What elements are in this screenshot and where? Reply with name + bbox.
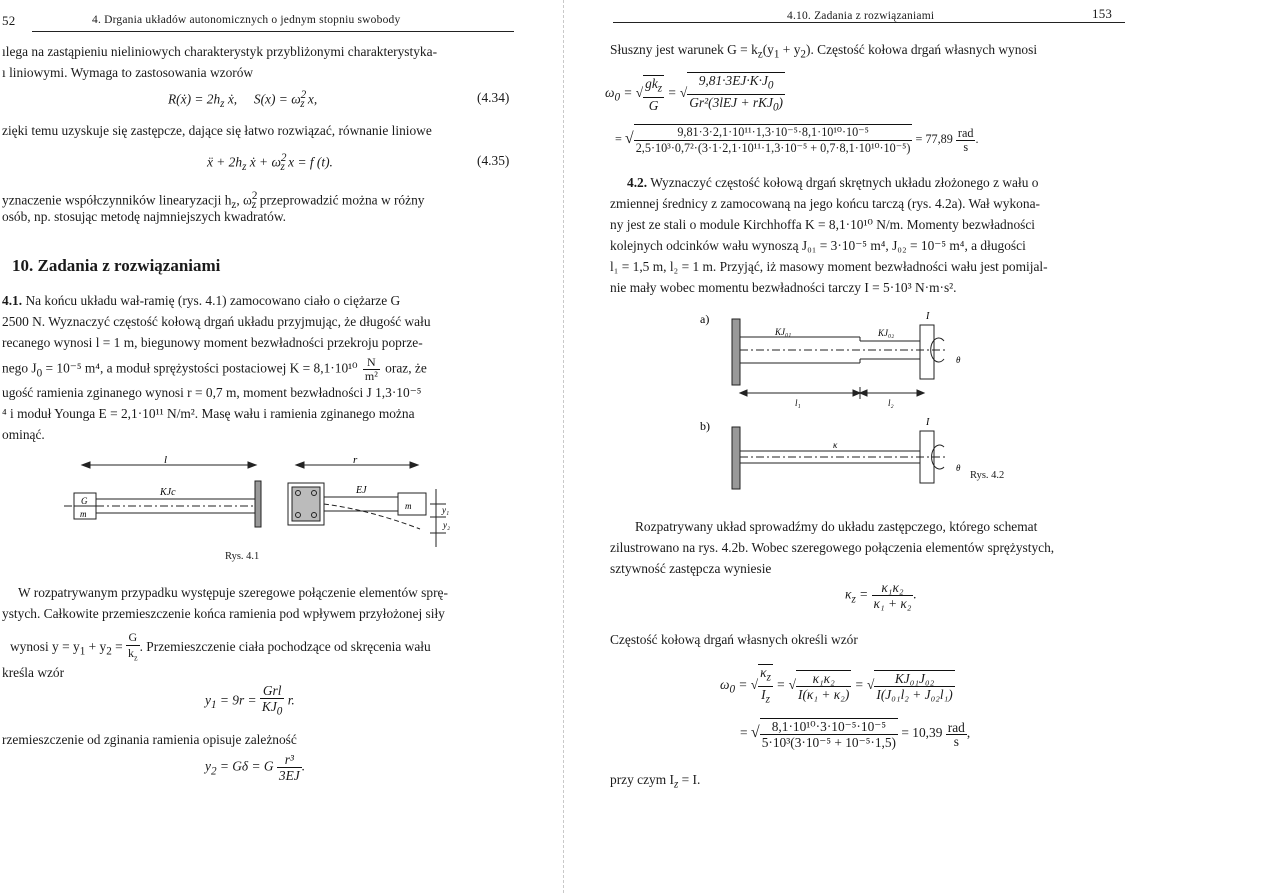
- task-line: ⁴ i moduł Younga E = 2,1·10¹¹ N/m². Masę wału i ramienia zginanego można: [2, 406, 415, 421]
- paragraph-line: przy czym $I_z = I$.: [610, 772, 701, 791]
- fig-label-r: r: [353, 455, 358, 466]
- figure-caption: Rys. 4.2: [970, 470, 1005, 481]
- paragraph-line: sztywność zastępcza wyniesie: [610, 561, 772, 576]
- paragraph-line: rzemieszczenie od zginania ramienia opisuje zależność: [2, 732, 297, 747]
- section-title: 10. Zadania z rozwiązaniami: [12, 256, 221, 275]
- fig-label-m: m: [80, 509, 87, 519]
- fig-label-kjc: KJc: [160, 487, 176, 498]
- fig-label-ej: EJ: [356, 485, 367, 496]
- task-line: ny jest ze stali o module Kirchhoffa K = 8,1·10¹⁰ N/m. Momenty bezwładności: [610, 217, 1036, 232]
- paragraph-line: wynosi $y = y_1 + y_2$ = $\frac{G}{k_z}$ . Przemieszczenie ciała pochodzące od skręcenia wału: [10, 630, 431, 663]
- equation-4-34: R(ẋ) = $2h_z$ ẋ, $S(x) = \omega^2_z$ x,: [168, 89, 318, 111]
- equation-omega0-formula: $\omega_0$ = √ $\frac{gk_z}{G}$ = √ $\frac{9,81\cdot 3EJ\cdot K\cdot J_0}{Gr^2(3lEJ + rKJ_0)}$: [605, 73, 783, 114]
- paragraph-line: Słuszny jest warunek $G = k_z(y_1 + y_2)$. Częstość kołowa drgań własnych wynosi: [610, 42, 1038, 61]
- fig-label-I: I: [926, 311, 930, 322]
- paragraph-line: osób, np. stosując metodę najmniejszych kwadratów.: [2, 209, 286, 224]
- task-line: zmiennej średnicy z zamocowaną na jego końcu tarczą (rys. 4.2a). Wał wykona-: [610, 196, 1040, 211]
- task-line: nie mały wobec momentu bezwładności tarczy I = 5·10³ N·m·s².: [610, 280, 957, 295]
- paragraph-line: zięki temu uzyskuje się zastępcze, dające się łatwo rozwiązać, równanie liniowe: [2, 123, 432, 138]
- paragraph-line: ılega na zastąpieniu nieliniowych charakterystyk przybliżonymi charakterystyka-: [2, 44, 438, 59]
- paragraph-line: Rozpatrywany układ sprowadźmy do układu zastępczego, którego schemat: [635, 519, 1038, 534]
- paragraph-line: ı liniowymi. Wymaga to zastosowania wzorów: [2, 65, 254, 80]
- fig-label-Iz: I: [926, 417, 930, 428]
- left-page: [0, 0, 560, 893]
- header-rule-left: [32, 31, 514, 32]
- equation-number: (4.35): [477, 153, 510, 168]
- equation-omega0-torsion: $\omega_0$ = √ $\frac{\kappa_z}{I_z}$ = √ $\frac{\text{κ₁κ₂}}{\text{I(κ₁ + κ₂)}}$ = √ $\frac{\text{KJ₀₁J₀₂}}{\text{I(J₀₁l₂ + J₀₂l₁)}}$: [720, 665, 953, 706]
- fig-label-l: l: [164, 455, 168, 466]
- equation-4-35: ẍ + $2h_z$ ẋ + $\omega^2_z$ x = f (t).: [207, 152, 333, 174]
- task-line: 2500 N. Wyznaczyć częstość kołową drgań układu przyjmując, że długość wału: [2, 314, 431, 329]
- fig-label-l2: l₂: [888, 398, 894, 408]
- fig-label-y1: y₁: [442, 505, 450, 515]
- running-header-left: 4. Drgania układów autonomicznych o jednym stopniu swobody: [92, 14, 401, 26]
- running-header-right: 4.10. Zadania z rozwiązaniami: [787, 10, 935, 22]
- paragraph-line: zilustrowano na rys. 4.2b. Wobec szeregowego połączenia elementów sprężystych,: [610, 540, 1055, 555]
- equation-omega0-torsion-value: = √ $\frac{\text{8,1·10¹⁰·3·10⁻⁵·10⁻⁵}}{\text{5·10³(3·10⁻⁵ + 10⁻⁵·1,5)}}$ = 10,39 $\frac{\text{rad}}{s}$ ,: [740, 719, 971, 750]
- fig-label-l1: l₁: [795, 398, 801, 408]
- header-rule-right: [613, 22, 1125, 23]
- task-line: ugość ramienia zginanego wynosi r = 0,7 m, moment bezwładności J 1,3·10⁻⁵: [2, 385, 422, 400]
- paragraph-line: Częstość kołową drgań własnych określi wzór: [610, 632, 858, 647]
- equation-y2: $y_2 = G\delta = G$ $\frac{\text{r³}}{3EJ}$ .: [205, 752, 306, 783]
- task-line: kolejnych odcinków wału wynoszą J₀₁ = 3·10⁻⁵ m⁴, J₀₂ = 10⁻⁵ m⁴, a długości: [610, 238, 1026, 253]
- fig-label-theta-z: θ: [956, 463, 961, 473]
- task-line: recanego wynosi l = 1 m, biegunowy moment bezwładności przekroju poprze-: [2, 335, 423, 350]
- page-number-right: 153: [1092, 6, 1113, 21]
- task-line: 4.2. Wyznaczyć częstość kołową drgań skrętnych układu złożonego z wału o: [627, 175, 1039, 190]
- fig-label-kj01: KJ₀₁: [775, 327, 792, 337]
- fig-label-b: b): [700, 419, 710, 433]
- paragraph-line: kreśla wzór: [2, 665, 65, 680]
- equation-number: (4.34): [477, 90, 510, 105]
- task-line: ominąć.: [2, 427, 45, 442]
- fig-label-theta: θ: [956, 355, 961, 365]
- task-line: nego $J_0 = 10^{-5}$ m⁴, a moduł sprężystości postaciowej K = 8,1·10¹⁰ $\frac{N}{\text{m²}}$ oraz, że: [2, 355, 427, 383]
- fig-label-kj02: KJ₀₂: [878, 328, 895, 338]
- right-page: [605, 0, 1125, 893]
- figure-4-2: [700, 305, 1000, 495]
- paragraph-line: ystych. Całkowite przemieszczenie końca ramienia pod wpływem przyłożonej siły: [2, 606, 445, 621]
- figure-4-1: [60, 455, 460, 550]
- book-gutter: [563, 0, 568, 893]
- equation-kz: $\kappa_z$ = $\frac{\text{κ₁κ₂}}{\text{κ₁ + κ₂}}$ .: [845, 580, 917, 611]
- fig-label-kz: κ: [833, 440, 838, 450]
- equation-omega0-value: = √ $\frac{\text{9,81·3·2,1·10¹¹·1,3·10⁻⁵·8,1·10¹⁰·10⁻⁵}}{\text{2,5·10³·0,7²·(3·1·2,1·10¹¹·1,3·10⁻⁵ + 0,7·8,1·10¹⁰·10⁻⁵)}}$ = 77,89 $\frac{\text{rad}}{s}$ .: [615, 125, 979, 155]
- page-number-left: 52: [2, 13, 16, 28]
- fig-label-a: a): [700, 312, 710, 326]
- task-line: l₁ = 1,5 m, l₂ = 1 m. Przyjąć, iż masowy moment bezwładności wału jest pomijal-: [610, 259, 1048, 274]
- equation-y1: $y_1 = 9r$ = $\frac{\text{Grl}}{KJ_0}$ r.: [205, 683, 295, 718]
- paragraph-line: W rozpatrywanym przypadku występuje szeregowe połączenie elementów sprę-: [18, 585, 448, 600]
- fig-label-g: G: [81, 496, 88, 506]
- task-line: 4.1. Na końcu układu wał-ramię (rys. 4.1) zamocowano ciało o ciężarze G: [2, 293, 401, 308]
- fig-label-m2: m: [405, 501, 412, 511]
- paragraph-line: yznaczenie współczynników linearyzacji $h_z$, $\omega^2_z$ przeprowadzić można w różny: [2, 190, 425, 212]
- fig-label-y2: y₂: [443, 520, 451, 530]
- figure-caption: Rys. 4.1: [225, 551, 260, 562]
